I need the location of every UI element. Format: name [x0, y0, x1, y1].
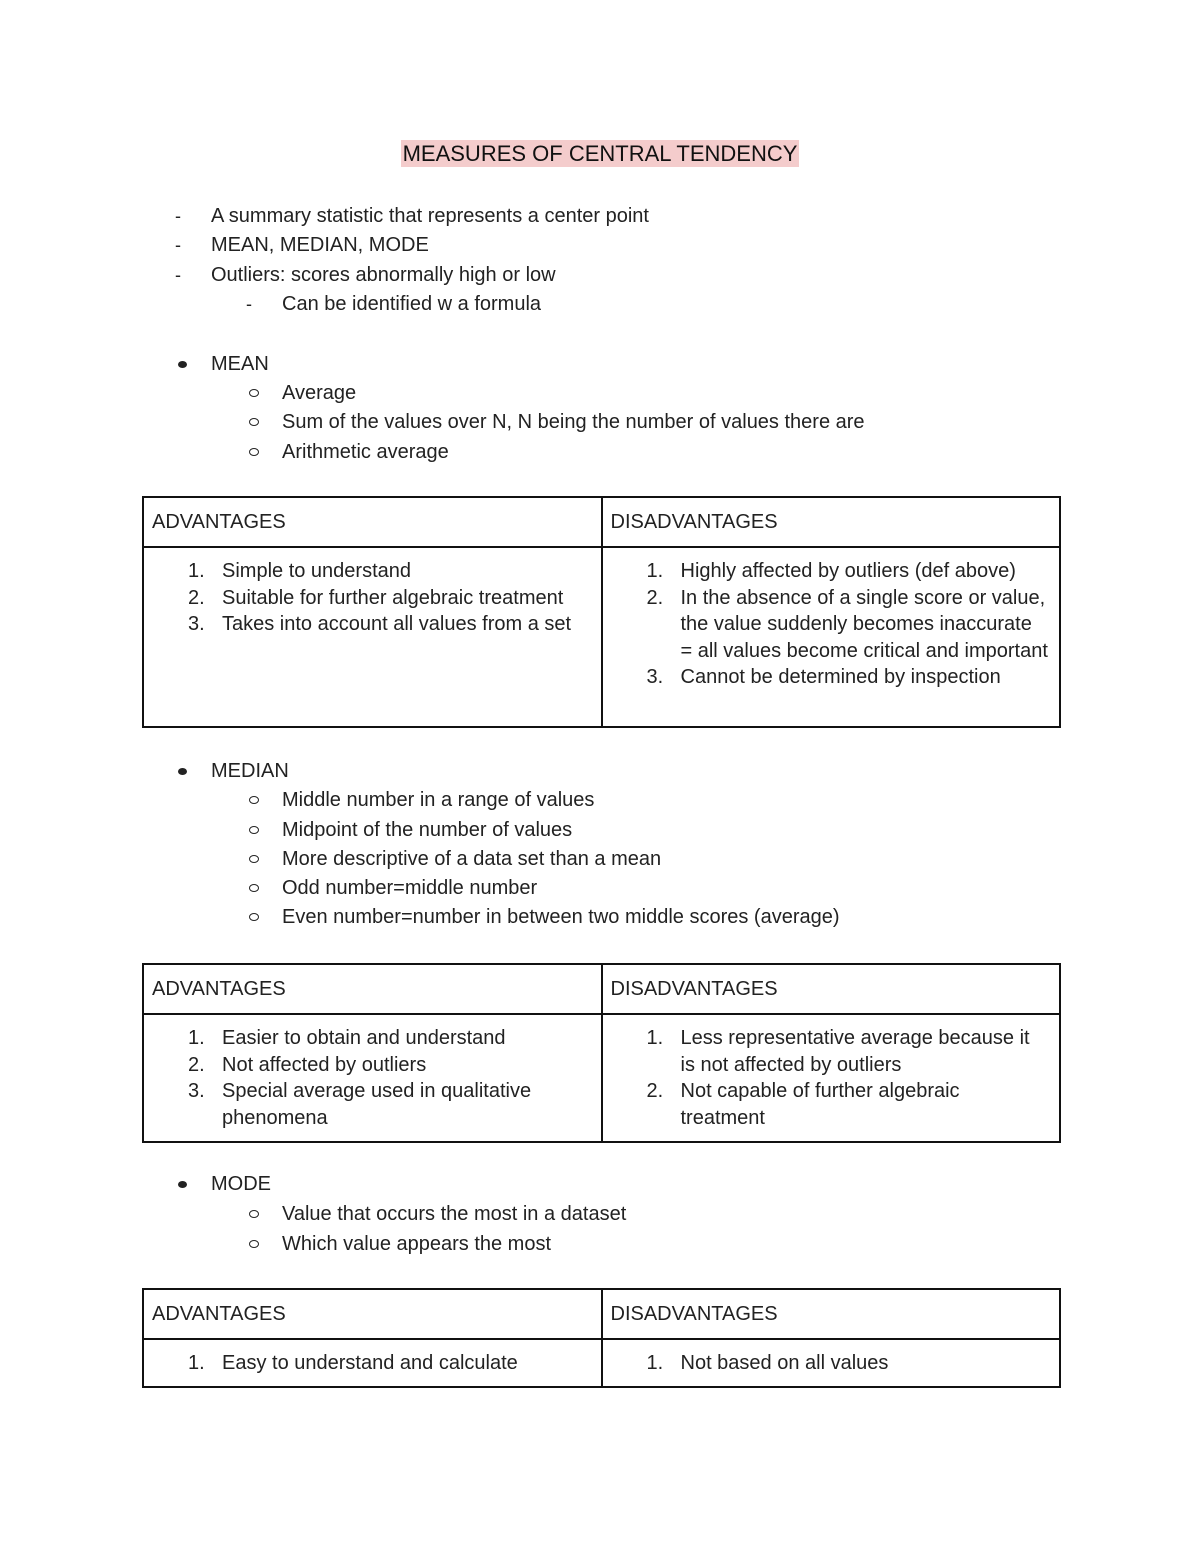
dash-marker: - [175, 265, 181, 285]
list-item: 1. Not based on all values [646, 1352, 889, 1374]
mode-table [142, 1288, 1061, 1388]
mean-table [142, 496, 1061, 728]
list-item: 1. Easy to understand and calculate [188, 1352, 518, 1374]
disadvantages-header: DISADVANTAGES [602, 964, 1061, 1014]
open-bullet-icon [249, 389, 259, 397]
open-bullet-icon [249, 448, 259, 456]
open-bullet-icon [249, 1240, 259, 1248]
open-bullet-icon [249, 884, 259, 892]
disadvantages-header: DISADVANTAGES [602, 1289, 1061, 1339]
open-bullet-icon [249, 913, 259, 921]
list-item: 2. Not capable of further algebraic treatment [646, 1080, 960, 1129]
open-bullet-icon [249, 826, 259, 834]
disadvantages-cell [602, 547, 1061, 727]
list-item: 3. Takes into account all values from a set [188, 613, 572, 635]
filled-bullet-icon [178, 361, 187, 368]
advantages-cell [143, 547, 602, 727]
filled-bullet-icon [178, 1181, 187, 1188]
list-item: 1. Highly affected by outliers (def above) [646, 560, 1016, 582]
advantages-header: ADVANTAGES [143, 497, 602, 547]
list-item: 1. Simple to understand [188, 560, 412, 582]
open-bullet-icon [249, 796, 259, 804]
list-item: 3. Cannot be determined by inspection [646, 666, 1001, 688]
disadvantages-header: DISADVANTAGES [602, 497, 1061, 547]
list-item: 1. Easier to obtain and understand [188, 1027, 506, 1049]
dash-marker: - [175, 235, 181, 255]
list-item: 2. Not affected by outliers [188, 1053, 427, 1076]
median-table [142, 963, 1061, 1143]
open-bullet-icon [249, 418, 259, 426]
disadvantages-cell [602, 1339, 1061, 1387]
open-bullet-icon [249, 1210, 259, 1218]
list-item: 2. Suitable for further algebraic treatment [188, 586, 564, 609]
filled-bullet-icon [178, 768, 187, 775]
document-page: MEASURES OF CENTRAL TENDENCY - A summary statistic that represents a center point - MEAN, MEDIAN, MODE - Outliers: scores abnormally high or low - Can be identified w a formula MEAN Average Sum of the values over N, N being the number of values there are Arithmetic average ADVANTAGES DISADVANTAGES 1. Simple to understand 2. Suitable for further algebraic treatment 3. Takes into account all values from a set 1. Highly affected by outliers (def above) 2. In the absence of a single score or value, the value suddenly becomes inaccurate = all values become critical and important 3. Cannot be determined by inspection MEDIAN Middle number in a range of values Midpoint of the number of values More descriptive of a data set than a mean Odd number=middle number Even number=number in between two middle scores (average) ADVANTAGES DISADVANTAGES 1. Easier to obtain and understand 2. Not affected by outliers 3. Special average used in qualitative phenomena 1. Less representative average because it is not affected by outliers 2. Not capable of further algebraic treatment MODE Value that occurs the most in a dataset Which value appears the most ADVANTAGES DISADVANTAGES 1. Easy to understand and calculate 1. Not based on all values [0, 0, 1200, 1553]
advantages-header: ADVANTAGES [143, 964, 602, 1014]
advantages-header: ADVANTAGES [143, 1289, 602, 1339]
dash-marker: - [246, 294, 252, 314]
list-item: 1. Less representative average because it is not affected by outliers [646, 1027, 1030, 1076]
advantages-cell [143, 1014, 602, 1142]
list-item: 2. In the absence of a single score or value, the value suddenly becomes inaccurate = all values become critical and important [646, 586, 1048, 662]
page-title [0, 141, 1200, 167]
advantages-cell [143, 1339, 602, 1387]
dash-marker: - [175, 206, 181, 226]
list-item: 3. Special average used in qualitative phenomena [188, 1080, 532, 1129]
disadvantages-cell [602, 1014, 1061, 1142]
title-highlight: MEASURES OF CENTRAL TENDENCY [402, 141, 798, 166]
open-bullet-icon [249, 855, 259, 863]
